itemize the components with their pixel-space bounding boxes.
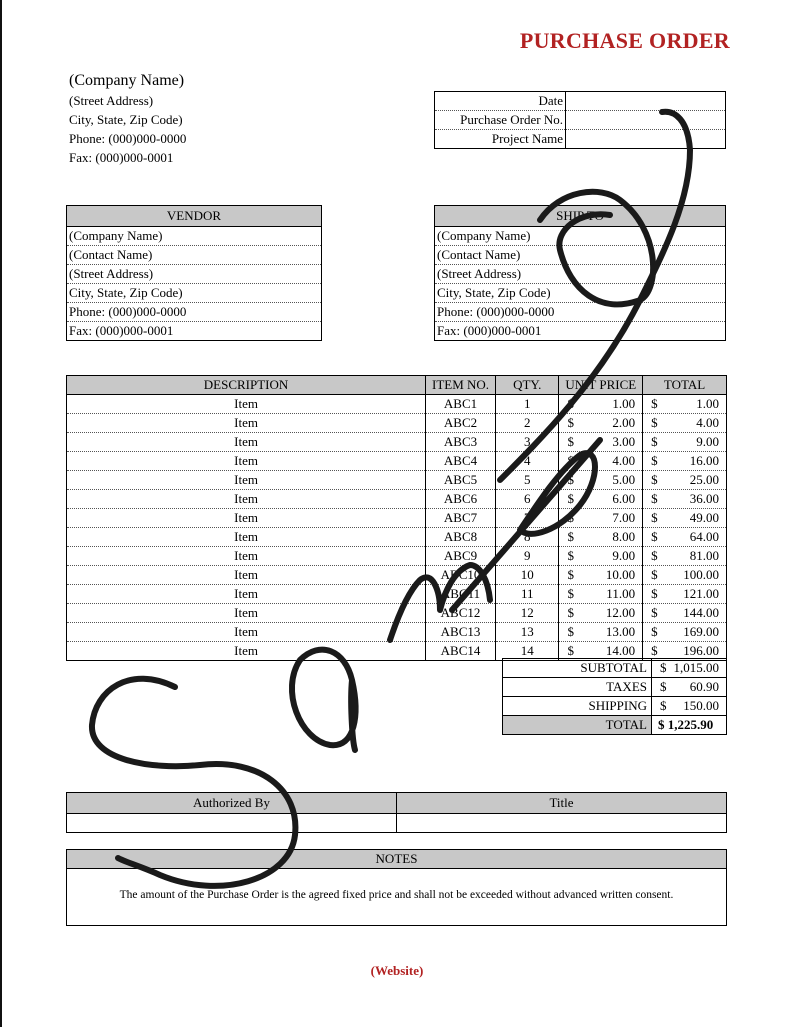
item-unit-price[interactable]: $ 12.00 <box>559 604 643 623</box>
taxes-label: TAXES <box>503 678 652 697</box>
company-city: City, State, Zip Code) <box>69 112 183 127</box>
item-total: $ 16.00 <box>643 452 727 471</box>
company-phone: Phone: (000)000-0000 <box>69 131 187 146</box>
item-number[interactable]: ABC9 <box>426 547 496 566</box>
item-unit-price[interactable]: $ 7.00 <box>559 509 643 528</box>
item-number[interactable]: ABC8 <box>426 528 496 547</box>
currency-symbol: $ <box>651 567 658 582</box>
item-description[interactable]: Item <box>67 566 426 585</box>
item-number[interactable]: ABC6 <box>426 490 496 509</box>
company-block <box>69 70 186 167</box>
currency-symbol: $ <box>660 660 667 675</box>
currency-symbol: $ <box>567 548 574 563</box>
company-name: (Company Name) <box>69 72 185 89</box>
item-description[interactable]: Item <box>67 471 426 490</box>
currency-symbol: $ <box>651 434 658 449</box>
item-unit-price[interactable]: $ 9.00 <box>559 547 643 566</box>
item-number[interactable]: ABC11 <box>426 585 496 604</box>
document-title: PURCHASE ORDER <box>519 28 730 53</box>
currency-symbol: $ <box>567 491 574 506</box>
table-row <box>67 471 727 490</box>
currency-symbol: $ <box>567 453 574 468</box>
table-row <box>67 604 727 623</box>
currency-symbol: $ <box>651 415 658 430</box>
currency-symbol: $ <box>651 605 658 620</box>
col-qty: QTY. <box>495 376 559 395</box>
item-total: $ 64.00 <box>643 528 727 547</box>
vendor-line[interactable]: (Company Name) <box>67 227 322 246</box>
table-row <box>67 414 727 433</box>
item-qty[interactable]: 6 <box>495 490 559 509</box>
item-unit-price[interactable]: $ 11.00 <box>559 585 643 604</box>
item-qty[interactable]: 4 <box>495 452 559 471</box>
currency-symbol: $ <box>567 415 574 430</box>
vendor-box <box>66 205 322 341</box>
ship-to-line[interactable]: (Contact Name) <box>435 246 726 265</box>
item-number[interactable]: ABC13 <box>426 623 496 642</box>
authorized-by-header: Authorized By <box>67 793 397 814</box>
page-left-edge <box>0 0 2 1027</box>
item-description[interactable]: Item <box>67 433 426 452</box>
grand-total-value: $ 1,225.90 <box>652 716 727 735</box>
item-description[interactable]: Item <box>67 623 426 642</box>
date-field[interactable] <box>566 92 726 111</box>
table-row <box>67 528 727 547</box>
currency-symbol: $ <box>651 548 658 563</box>
currency-symbol: $ <box>651 624 658 639</box>
company-street: (Street Address) <box>69 93 154 108</box>
currency-symbol: $ <box>651 396 658 411</box>
ship-to-header: SHIP TO <box>435 206 726 227</box>
table-row <box>67 490 727 509</box>
project-name-label: Project Name <box>435 130 566 149</box>
ship-to-line[interactable]: (Company Name) <box>435 227 726 246</box>
item-unit-price[interactable]: $ 6.00 <box>559 490 643 509</box>
item-unit-price[interactable]: $ 2.00 <box>559 414 643 433</box>
item-description[interactable]: Item <box>67 452 426 471</box>
item-description[interactable]: Item <box>67 395 426 414</box>
item-number[interactable]: ABC10 <box>426 566 496 585</box>
item-description[interactable]: Item <box>67 547 426 566</box>
item-qty[interactable]: 11 <box>495 585 559 604</box>
item-total: $ 1.00 <box>643 395 727 414</box>
item-number[interactable]: ABC12 <box>426 604 496 623</box>
shipping-label: SHIPPING <box>503 697 652 716</box>
item-qty[interactable]: 13 <box>495 623 559 642</box>
item-description[interactable]: Item <box>67 490 426 509</box>
total-label: TOTAL <box>503 716 652 735</box>
taxes-value: $ 60.90 <box>652 678 727 697</box>
notes-text: The amount of the Purchase Order is the agreed fixed price and shall not be exceeded without advanced written consent. <box>119 889 674 901</box>
currency-symbol: $ <box>567 567 574 582</box>
vendor-header: VENDOR <box>67 206 322 227</box>
item-total: $ 196.00 <box>643 642 727 661</box>
item-description[interactable]: Item <box>67 414 426 433</box>
table-row <box>67 547 727 566</box>
item-total: $ 100.00 <box>643 566 727 585</box>
item-description[interactable]: Item <box>67 642 426 661</box>
item-total: $ 121.00 <box>643 585 727 604</box>
ship-to-line[interactable]: Phone: (000)000-0000 <box>435 303 726 322</box>
item-description[interactable]: Item <box>67 528 426 547</box>
currency-symbol: $ <box>567 529 574 544</box>
website-link[interactable]: (Website) <box>370 963 424 978</box>
currency-symbol: $ <box>651 472 658 487</box>
item-unit-price[interactable]: $ 14.00 <box>559 642 643 661</box>
company-fax: Fax: (000)000-0001 <box>69 150 174 165</box>
currency-symbol: $ <box>660 679 667 694</box>
po-number-field[interactable] <box>566 111 726 130</box>
currency-symbol: $ <box>567 472 574 487</box>
currency-symbol: $ <box>651 529 658 544</box>
item-unit-price[interactable]: $ 13.00 <box>559 623 643 642</box>
watermark-stroke-a <box>292 650 356 750</box>
item-description[interactable]: Item <box>67 509 426 528</box>
currency-symbol: $ <box>651 453 658 468</box>
ship-to-line[interactable]: (Street Address) <box>435 265 726 284</box>
vendor-line[interactable]: Phone: (000)000-0000 <box>67 303 322 322</box>
item-qty[interactable]: 10 <box>495 566 559 585</box>
item-qty[interactable]: 1 <box>495 395 559 414</box>
title-header: Title <box>397 793 727 814</box>
table-row <box>67 433 727 452</box>
project-name-field[interactable] <box>566 130 726 149</box>
item-number[interactable]: ABC4 <box>426 452 496 471</box>
order-meta-box <box>434 91 726 149</box>
vendor-line[interactable]: City, State, Zip Code) <box>67 284 322 303</box>
table-row <box>67 566 727 585</box>
line-items-table <box>66 375 727 661</box>
item-number[interactable]: ABC2 <box>426 414 496 433</box>
item-total: $ 9.00 <box>643 433 727 452</box>
item-number[interactable]: ABC5 <box>426 471 496 490</box>
item-unit-price[interactable]: $ 3.00 <box>559 433 643 452</box>
col-description: DESCRIPTION <box>67 376 426 395</box>
item-unit-price[interactable]: $ 4.00 <box>559 452 643 471</box>
vendor-line[interactable]: Fax: (000)000-0001 <box>67 322 322 341</box>
table-row <box>67 623 727 642</box>
item-unit-price[interactable]: $ 10.00 <box>559 566 643 585</box>
vendor-line[interactable]: (Contact Name) <box>67 246 322 265</box>
item-total: $ 4.00 <box>643 414 727 433</box>
item-unit-price[interactable]: $ 8.00 <box>559 528 643 547</box>
item-number[interactable]: ABC7 <box>426 509 496 528</box>
item-total: $ 49.00 <box>643 509 727 528</box>
ship-to-box <box>434 205 726 341</box>
title-field[interactable] <box>397 814 727 833</box>
item-total: $ 169.00 <box>643 623 727 642</box>
authorization-box <box>66 792 727 833</box>
ship-to-line[interactable]: Fax: (000)000-0001 <box>435 322 726 341</box>
currency-symbol: $ <box>567 643 574 658</box>
col-item-no: ITEM NO. <box>426 376 496 395</box>
item-unit-price[interactable]: $ 1.00 <box>559 395 643 414</box>
currency-symbol: $ <box>567 396 574 411</box>
item-qty[interactable]: 9 <box>495 547 559 566</box>
currency-symbol: $ <box>651 510 658 525</box>
vendor-line[interactable]: (Street Address) <box>67 265 322 284</box>
item-total: $ 25.00 <box>643 471 727 490</box>
item-description[interactable]: Item <box>67 604 426 623</box>
date-label: Date <box>435 92 566 111</box>
col-total: TOTAL <box>643 376 727 395</box>
item-unit-price[interactable]: $ 5.00 <box>559 471 643 490</box>
item-qty[interactable]: 2 <box>495 414 559 433</box>
item-number[interactable]: ABC1 <box>426 395 496 414</box>
item-total: $ 81.00 <box>643 547 727 566</box>
item-qty[interactable]: 7 <box>495 509 559 528</box>
po-number-label: Purchase Order No. <box>435 111 566 130</box>
summary-box <box>502 658 727 735</box>
item-qty[interactable]: 12 <box>495 604 559 623</box>
currency-symbol: $ <box>567 586 574 601</box>
currency-symbol: $ <box>567 605 574 620</box>
table-row <box>67 585 727 604</box>
notes-header: NOTES <box>67 850 726 869</box>
table-row <box>67 395 727 414</box>
item-description[interactable]: Item <box>67 585 426 604</box>
col-unit-price: UNIT PRICE <box>559 376 643 395</box>
currency-symbol: $ <box>651 586 658 601</box>
ship-to-line[interactable]: City, State, Zip Code) <box>435 284 726 303</box>
item-qty[interactable]: 14 <box>495 642 559 661</box>
table-row <box>67 452 727 471</box>
item-total: $ 36.00 <box>643 490 727 509</box>
currency-symbol: $ <box>567 624 574 639</box>
authorized-by-field[interactable] <box>67 814 397 833</box>
item-total: $ 144.00 <box>643 604 727 623</box>
subtotal-label: SUBTOTAL <box>503 659 652 678</box>
subtotal-value: $ 1,015.00 <box>652 659 727 678</box>
notes-box <box>66 849 727 926</box>
item-qty[interactable]: 8 <box>495 528 559 547</box>
shipping-value: $ 150.00 <box>652 697 727 716</box>
currency-symbol: $ <box>567 434 574 449</box>
item-number[interactable]: ABC3 <box>426 433 496 452</box>
currency-symbol: $ <box>567 510 574 525</box>
item-number[interactable]: ABC14 <box>426 642 496 661</box>
currency-symbol: $ <box>651 491 658 506</box>
item-qty[interactable]: 3 <box>495 433 559 452</box>
currency-symbol: $ <box>660 698 667 713</box>
table-row <box>67 509 727 528</box>
item-qty[interactable]: 5 <box>495 471 559 490</box>
currency-symbol: $ <box>651 643 658 658</box>
